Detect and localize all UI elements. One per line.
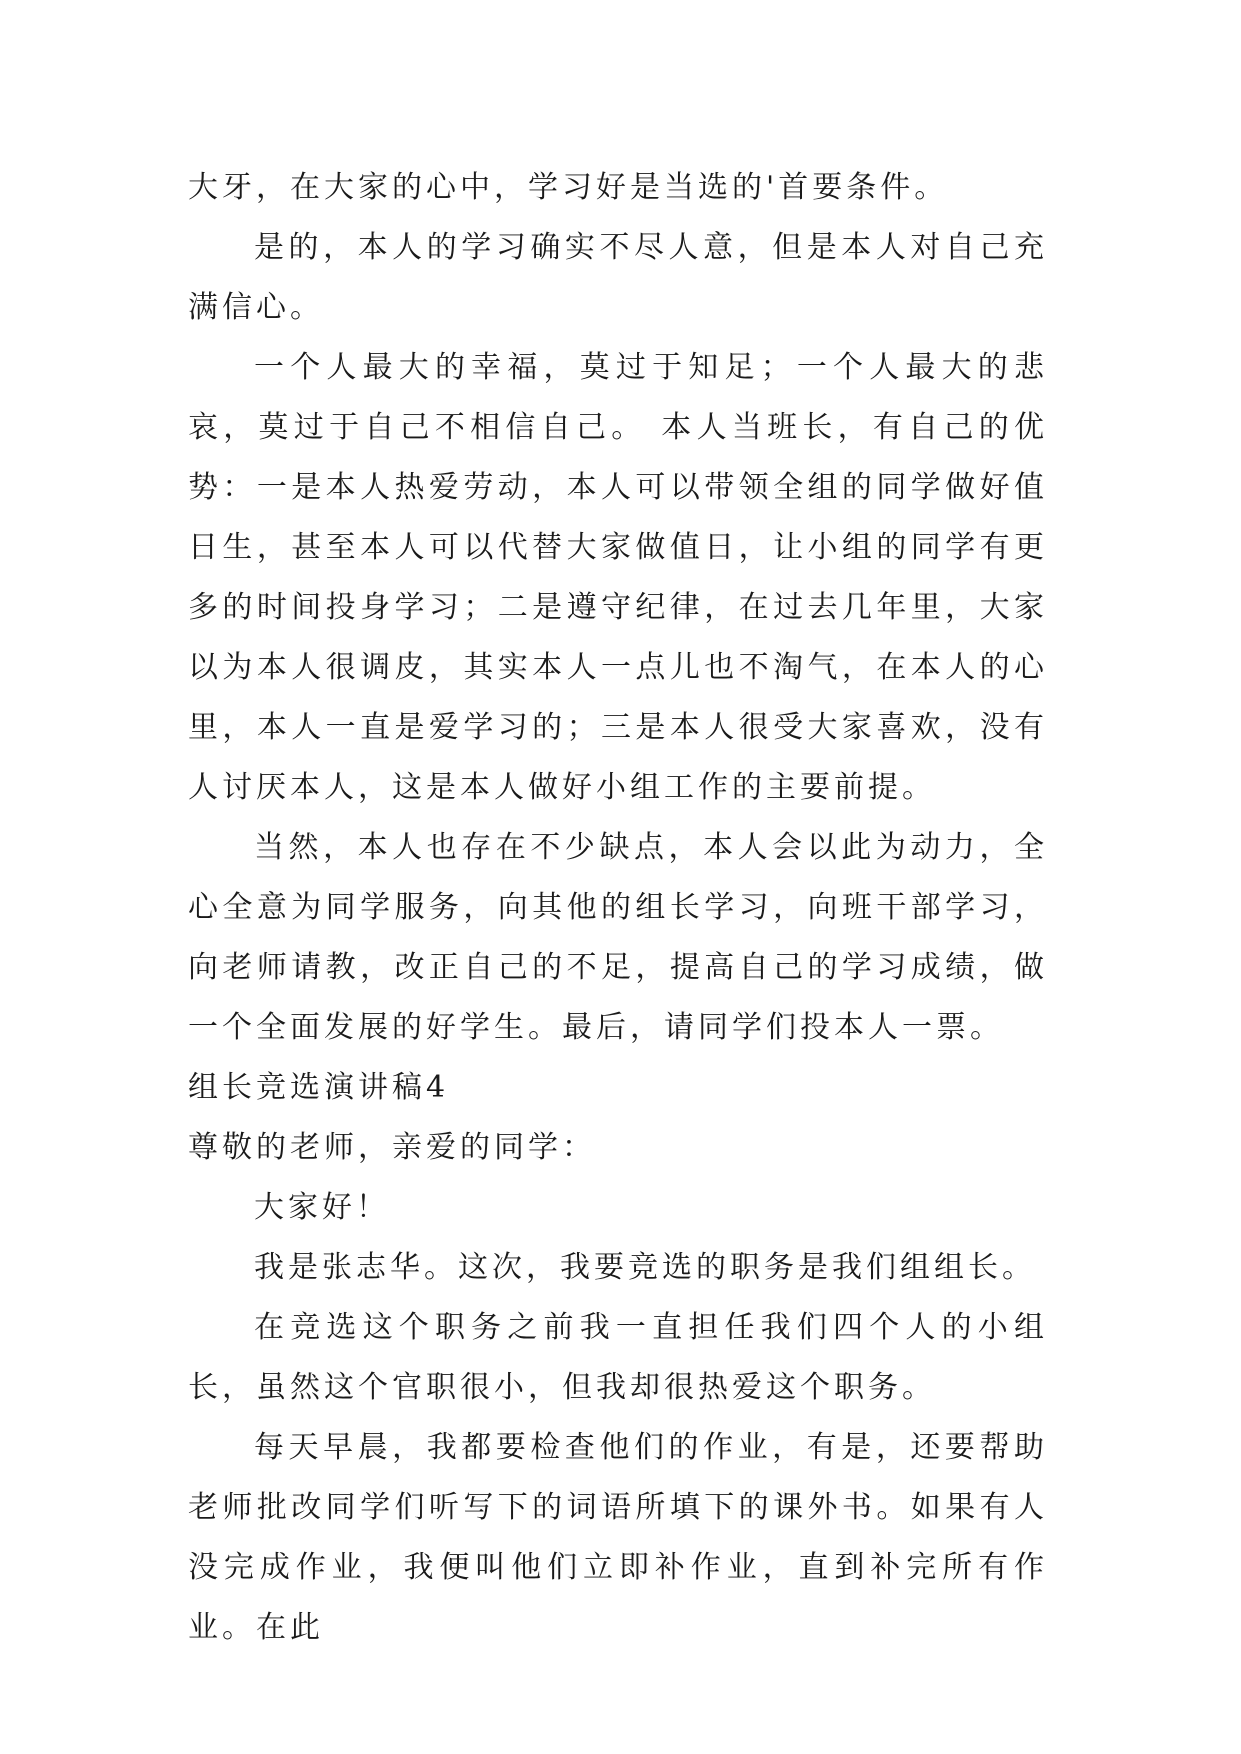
- paragraph-continuation: 大牙，在大家的心中，学习好是当选的'首要条件。: [188, 170, 949, 205]
- paragraph-advantages: 一个人最大的幸福，莫过于知足；一个人最大的悲哀，莫过于自己不相信自己。 本人当班长，有自己的优势：一是本人热爱劳动，本人可以带领全组的同学做好值日生，甚至本人可以代替大家做值日，让小组的同学有更多的时间投身学习；二是遵守纪律，在过去几年里，大家以为本人很调皮，其实本人一点儿也不淘气，在本人的心里，本人一直是爱学习的；三是本人很受大家喜欢，没有人讨厌本人，这是本人做好小组工作的主要前提。: [188, 350, 1048, 805]
- document-body: [188, 158, 1048, 1658]
- greeting: 大家好！: [254, 1190, 390, 1225]
- section-heading: 组长竞选演讲稿4: [188, 1070, 450, 1105]
- paragraph-confidence: 是的，本人的学习确实不尽人意，但是本人对自己充满信心。: [188, 230, 1048, 325]
- paragraph-introduction: 我是张志华。这次，我要竞选的职务是我们组组长。: [254, 1250, 1036, 1285]
- salutation: 尊敬的老师，亲爱的同学：: [188, 1130, 596, 1165]
- paragraph-daily-duties: 每天早晨，我都要检查他们的作业，有是，还要帮助老师批改同学们听写下的词语所填下的课外书。如果有人没完成作业，我便叫他们立即补作业，直到补完所有作业。在此: [188, 1430, 1048, 1645]
- paragraph-shortcomings: 当然，本人也存在不少缺点，本人会以此为动力，全心全意为同学服务，向其他的组长学习，向班干部学习，向老师请教，改正自己的不足，提高自己的学习成绩，做一个全面发展的好学生。最后，请同学们投本人一票。: [188, 830, 1048, 1045]
- paragraph-experience: 在竞选这个职务之前我一直担任我们四个人的小组长，虽然这个官职很小，但我却很热爱这个职务。: [188, 1310, 1048, 1405]
